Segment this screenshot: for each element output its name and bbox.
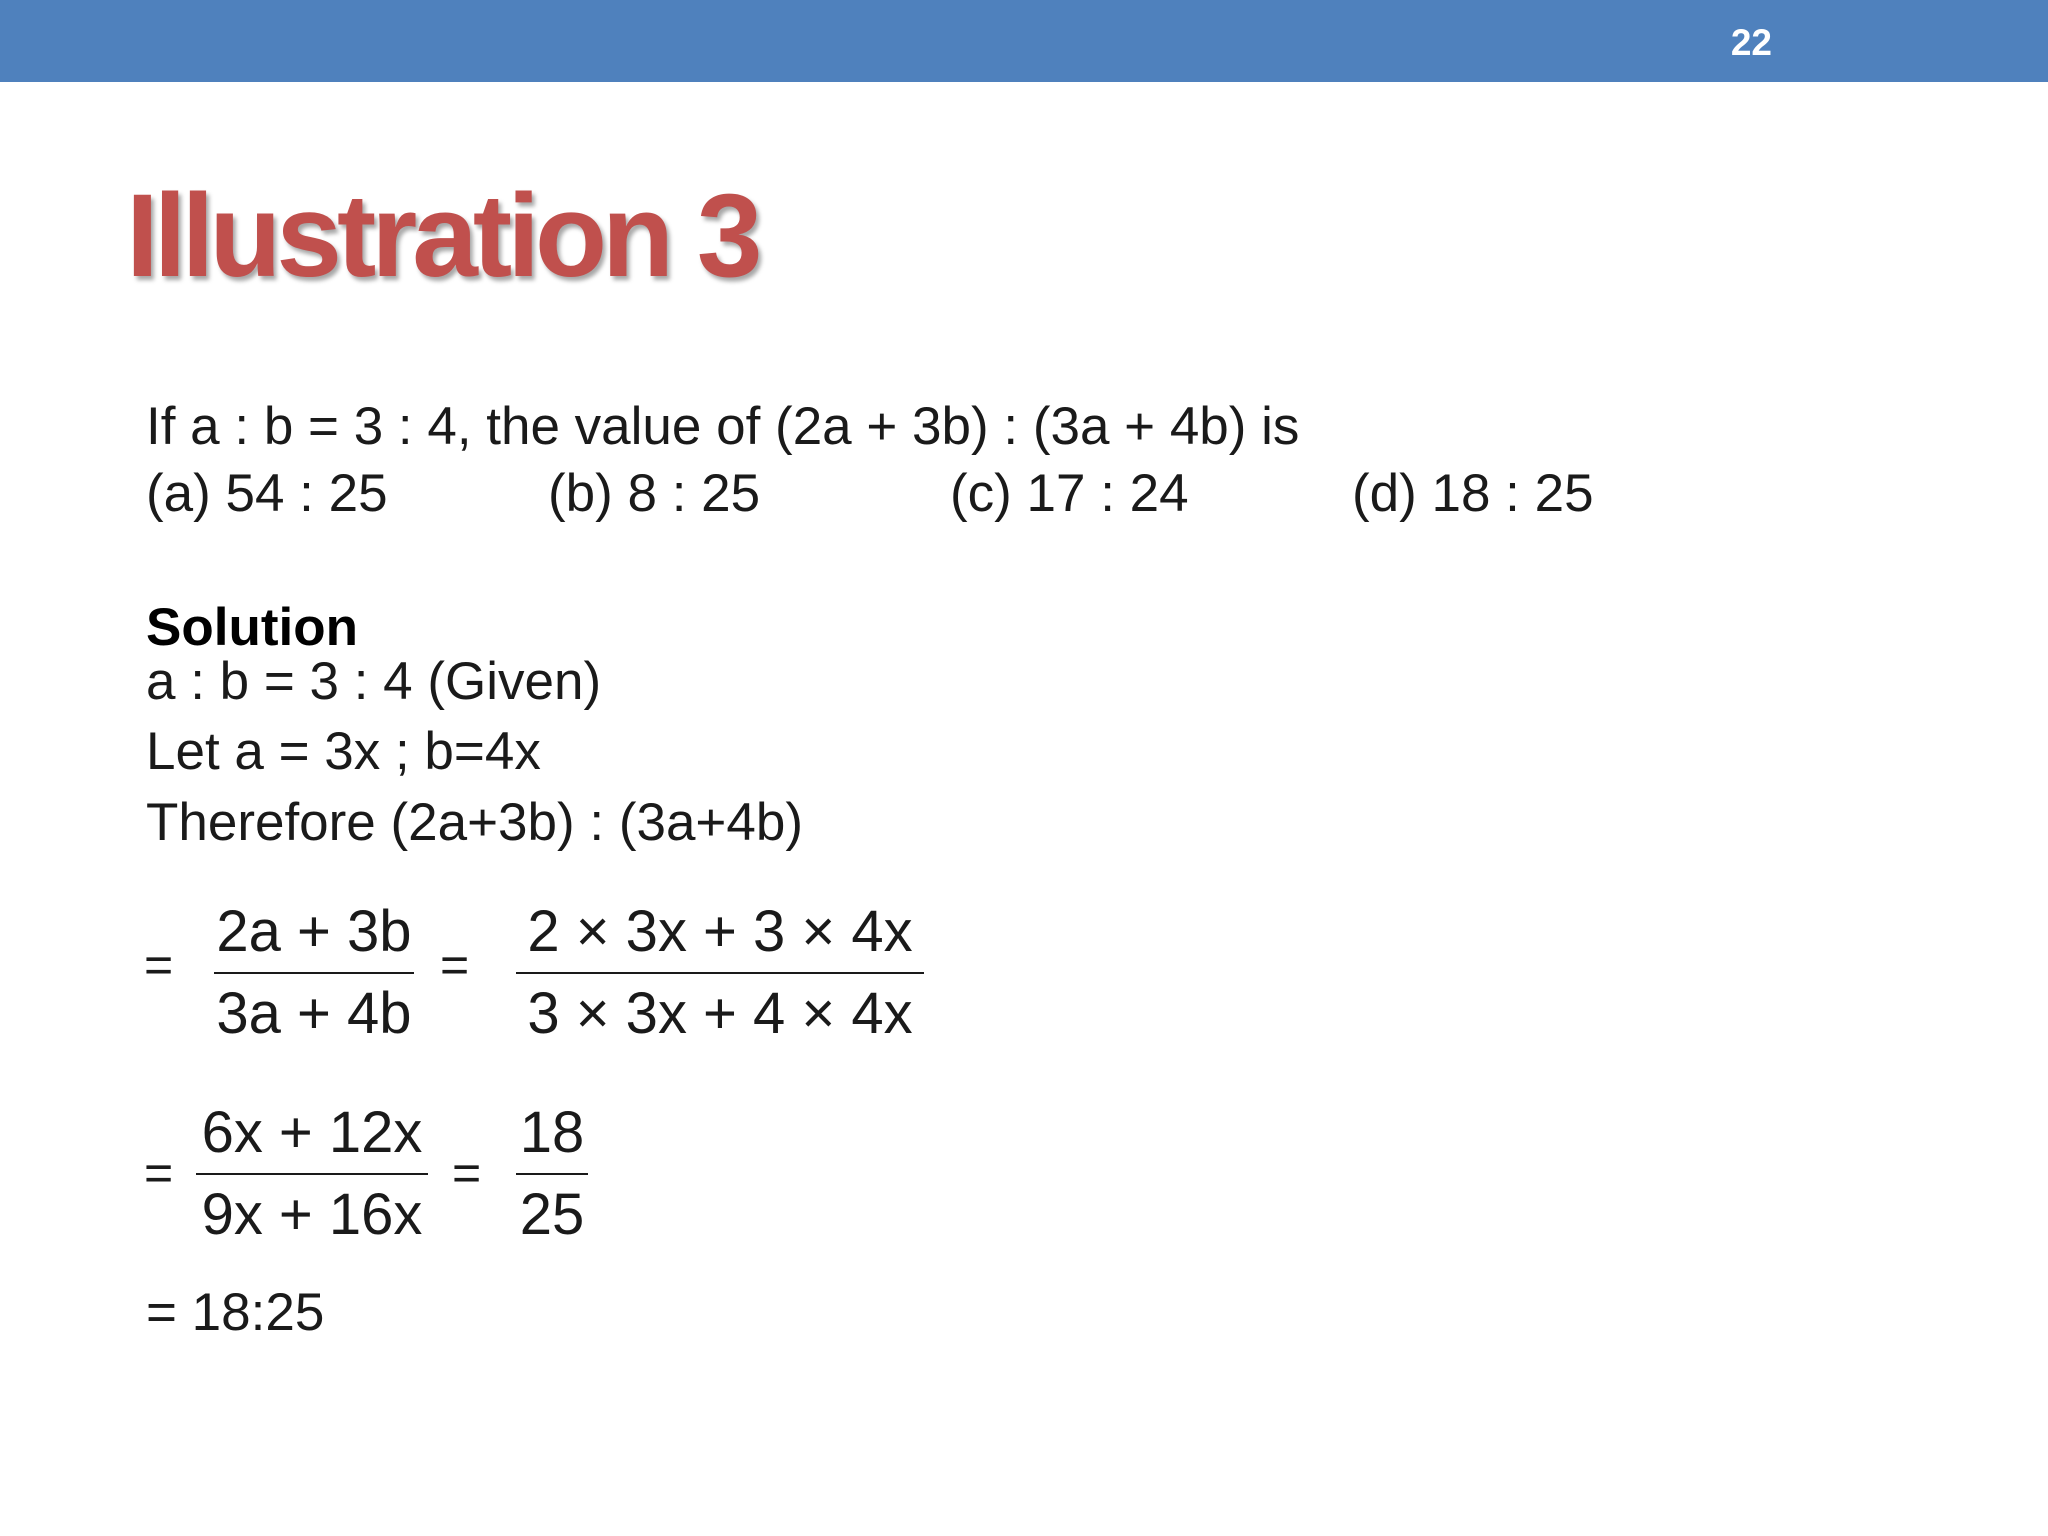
option-a: (a) 54 : 25 (146, 464, 388, 523)
fraction-numerator: 18 (519, 1100, 585, 1165)
solution-heading: Solution (146, 598, 358, 657)
step2-fraction-1 (196, 1097, 428, 1251)
slide-number: 22 (1730, 22, 1772, 63)
step1-fraction-2 (516, 896, 924, 1050)
solution-line-therefore: Therefore (2a+3b) : (3a+4b) (146, 793, 803, 852)
option-c: (c) 17 : 24 (950, 464, 1189, 523)
solution-line-given: a : b = 3 : 4 (Given) (146, 652, 602, 711)
fraction-bar (214, 972, 414, 974)
question-text: If a : b = 3 : 4, the value of (2a + 3b) : (3a + 4b) is (146, 397, 1300, 456)
slide-title: Illustration 3 (126, 170, 758, 302)
fraction-denominator: 3a + 4b (216, 981, 412, 1046)
fraction-bar (516, 1173, 588, 1175)
step2-equals-2: = (452, 1145, 482, 1201)
step2-equals-1: = (144, 1145, 174, 1201)
fraction-denominator: 9x + 16x (201, 1182, 423, 1247)
fraction-bar (196, 1173, 428, 1175)
fraction-numerator: 2a + 3b (216, 899, 412, 964)
fraction-denominator: 3 × 3x + 4 × 4x (527, 981, 913, 1046)
fraction-denominator: 25 (519, 1182, 585, 1247)
fraction-numerator: 6x + 12x (201, 1100, 423, 1165)
fraction-numerator: 2 × 3x + 3 × 4x (527, 899, 913, 964)
step1-fraction-1 (214, 896, 414, 1050)
option-d: (d) 18 : 25 (1352, 464, 1594, 523)
fraction-bar (516, 972, 924, 974)
solution-line-let: Let a = 3x ; b=4x (146, 722, 541, 781)
step1-equals-1: = (144, 937, 174, 993)
final-answer: = 18:25 (146, 1283, 325, 1342)
option-b: (b) 8 : 25 (548, 464, 761, 523)
step1-equals-2: = (440, 937, 470, 993)
top-banner (0, 0, 2048, 82)
step2-fraction-2 (516, 1097, 588, 1251)
